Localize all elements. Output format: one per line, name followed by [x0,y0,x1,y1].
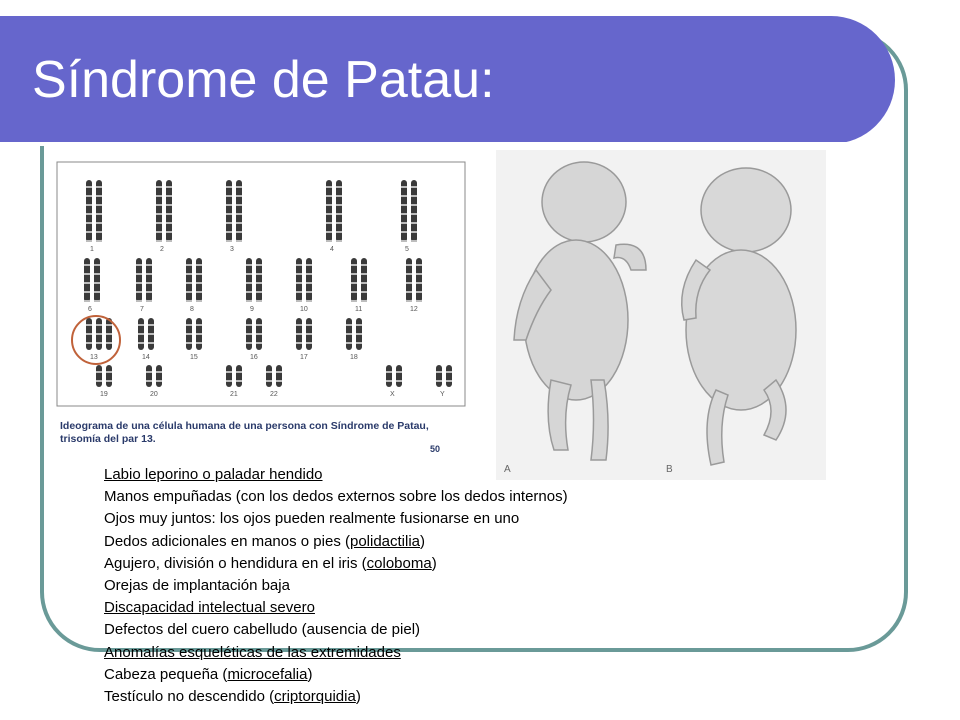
chromosome-band [84,282,90,284]
chromosome-band [146,282,152,284]
chromosome [96,365,102,387]
chromosome-band [146,264,152,266]
infant-illustration [496,150,826,480]
chromosome-band [336,186,342,188]
chromosome-band [246,282,252,284]
chromosome-band [346,333,352,335]
chromosome [266,365,272,387]
chromosome-pair-label: 13 [90,354,98,361]
chromosome-band [226,380,232,382]
chromosome-band [86,186,92,188]
chromosome-band [401,186,407,188]
chromosome-pair-label: 8 [190,306,194,313]
chromosome-band [96,342,102,344]
chromosome-band [146,273,152,275]
chromosome-band [94,264,100,266]
karyotype-caption [60,420,450,446]
chromosome-band [436,380,442,382]
chromosome-band [356,333,362,335]
chromosome-band [166,231,172,233]
chromosome-band [84,300,90,302]
chromosome-pair-label: 9 [250,306,254,313]
feature-item [104,531,568,553]
chromosome-band [326,204,332,206]
chromosome-band [96,371,102,373]
chromosome-pair-label: 11 [355,306,363,313]
title-bar [0,16,895,144]
feature-item [104,619,568,641]
chromosome-pair-label: 18 [350,354,358,361]
feature-item [104,664,568,686]
feature-text: ) [307,665,313,683]
chromosome-band [246,291,252,293]
chromosome-band [156,186,162,188]
caption-line-2: trisomía del par 13. [60,433,156,445]
chromosome-band [361,282,367,284]
chromosome [236,365,242,387]
chromosome-band [226,186,232,188]
chromosome-band [406,300,412,302]
chromosome-band [236,204,242,206]
chromosome-band [361,300,367,302]
chromosome-band [196,342,202,344]
chromosome-band [411,231,417,233]
chromosome-band [416,291,422,293]
chromosome-band [94,282,100,284]
feature-item [104,642,568,664]
feature-text: Manos empuñadas (con los dedos externos sobre los dedos internos) [104,488,568,506]
chromosome-band [96,186,102,188]
feature-text: Ojos muy juntos: los ojos pueden realmente fusionarse en uno [104,510,520,528]
feature-item [104,508,568,530]
chromosome-band [86,195,92,197]
chromosome-band [386,371,392,373]
chromosome-band [401,222,407,224]
feature-text: Defectos del cuero cabelludo (ausencia de piel) [104,621,421,639]
chromosome-band [416,273,422,275]
chromosome-band [401,195,407,197]
chromosome-band [386,380,392,382]
chromosome-band [96,240,102,242]
chromosome-band [246,264,252,266]
chromosome-band [166,195,172,197]
chromosome-band [346,324,352,326]
chromosome-band [236,240,242,242]
feature-item [104,575,568,597]
chromosome-band [326,186,332,188]
chromosome-band [306,333,312,335]
chromosome-band [276,380,282,382]
chromosome-band [446,371,452,373]
chromosome-pair-label: 16 [250,354,258,361]
chromosome-band [256,333,262,335]
feature-text: ) [355,688,361,706]
feature-link[interactable]: Labio leporino o paladar hendido [104,466,323,483]
chromosome-band [186,264,192,266]
chromosome-band [306,264,312,266]
chromosome-band [166,204,172,206]
chromosome-pair-label: 20 [150,391,158,398]
chromosome-pair-label: 5 [405,246,409,253]
feature-text: Orejas de implantación baja [104,577,290,595]
chromosome-band [86,213,92,215]
chromosome-band [296,273,302,275]
chromosome-band [326,222,332,224]
chromosome-band [236,371,242,373]
chromosome-band [146,291,152,293]
chromosome-band [306,282,312,284]
chromosome-band [86,324,92,326]
chromosome-band [406,273,412,275]
chromosome-band [166,186,172,188]
chromosome-band [346,342,352,344]
chromosome-band [86,342,92,344]
chromosome-band [106,333,112,335]
chromosome-band [138,342,144,344]
chromosome-band [266,380,272,382]
feature-link[interactable]: microcefalia [227,665,308,683]
chromosome-band [296,291,302,293]
chromosome [106,365,112,387]
chromosome-band [148,342,154,344]
chromosome-band [146,300,152,302]
chromosome-band [196,282,202,284]
chromosome-band [94,273,100,275]
chromosome-band [156,195,162,197]
chromosome-band [236,186,242,188]
chromosome [226,365,232,387]
chromosome-band [246,333,252,335]
chromosome-band [296,333,302,335]
chromosome-band [86,222,92,224]
chromosome-band [336,222,342,224]
chromosome-band [296,264,302,266]
chromosome-pair-label: 17 [300,354,308,361]
slide-title: Síndrome de Patau: [32,51,495,109]
chromosome-band [236,222,242,224]
chromosome-band [351,282,357,284]
chromosome [156,365,162,387]
chromosome-pair-label: 22 [270,391,278,398]
chromosome-band [226,195,232,197]
chromosome-band [326,231,332,233]
chromosome-band [336,195,342,197]
chromosome-band [236,195,242,197]
chromosome-band [166,240,172,242]
chromosome-band [246,342,252,344]
chromosome-band [306,273,312,275]
chromosome-band [336,213,342,215]
chromosome-band [296,282,302,284]
feature-item [104,686,568,708]
chromosome-band [306,324,312,326]
feature-item [104,597,568,619]
chromosome-band [138,333,144,335]
feature-text: Testículo no descendido ( [104,688,275,706]
chromosome-band [356,324,362,326]
chromosome-band [226,231,232,233]
chromosome-band [196,324,202,326]
chromosome-band [351,300,357,302]
chromosome-band [246,300,252,302]
feature-item [104,553,568,575]
chromosome-band [351,291,357,293]
chromosome-band [196,300,202,302]
chromosome-band [361,291,367,293]
chromosome-band [296,324,302,326]
chromosome-band [401,213,407,215]
chromosome-pair-label: 7 [140,306,144,313]
chromosome-pair-label: 21 [230,391,238,398]
title-underline [0,142,848,146]
chromosome-pair-label: 15 [190,354,198,361]
feature-text: Dedos adicionales en manos o pies ( [104,532,350,550]
chromosome-band [336,240,342,242]
chromosome-band [96,380,102,382]
chromosome-band [156,213,162,215]
chromosome-band [148,324,154,326]
chromosome-band [156,231,162,233]
chromosome-band [196,333,202,335]
feature-text: ) [431,554,437,572]
chromosome-band [396,380,402,382]
chromosome-band [256,300,262,302]
chromosome-pair-label: 6 [88,306,92,313]
chromosome-pair-label: 2 [160,246,164,253]
chromosome-band [136,300,142,302]
chromosome-band [276,371,282,373]
chromosome-pair-label: X [390,391,395,398]
feature-link[interactable]: criptorquidia [274,688,356,706]
chromosome-band [406,264,412,266]
chromosome-pair-label: 4 [330,246,334,253]
chromosome-band [96,333,102,335]
chromosome-band [306,291,312,293]
feature-list [104,464,568,708]
feature-text: Cabeza pequeña ( [104,665,228,683]
chromosome-band [96,195,102,197]
feature-link[interactable]: Discapacidad intelectual severo [104,599,315,617]
chromosome-band [351,264,357,266]
chromosome-band [411,186,417,188]
chromosome-band [406,282,412,284]
chromosome-band [256,291,262,293]
chromosome-band [246,324,252,326]
chromosome-pair-label: 12 [410,306,418,313]
chromosome-band [186,300,192,302]
chromosome-band [411,213,417,215]
chromosome-band [336,231,342,233]
chromosome-band [411,195,417,197]
chromosome-band [416,300,422,302]
photo-label-a: A [504,464,511,475]
chromosome-band [166,213,172,215]
chromosome-band [156,380,162,382]
chromosome-band [146,371,152,373]
chromosome-band [196,264,202,266]
chromosome-band [401,204,407,206]
chromosome-band [196,273,202,275]
chromosome-band [256,342,262,344]
chromosome-band [401,240,407,242]
chromosome-band [326,195,332,197]
chromosome-band [226,204,232,206]
feature-text: ) [420,532,426,550]
chromosome-band [186,273,192,275]
chromosome-band [351,273,357,275]
chromosome-band [436,371,442,373]
chromosome-band [106,342,112,344]
chromosome-band [186,324,192,326]
chromosome-band [136,264,142,266]
chromosome-band [336,204,342,206]
chromosome-band [86,333,92,335]
chromosome-band [96,231,102,233]
chromosome-band [246,273,252,275]
chromosome-band [266,371,272,373]
chromosome-band [226,240,232,242]
chromosome-band [186,291,192,293]
chromosome-band [296,342,302,344]
chromosome-band [236,231,242,233]
chromosome-band [256,264,262,266]
chromosome [276,365,282,387]
feature-link[interactable]: coloboma [366,554,432,572]
chromosome [396,365,402,387]
chromosome-band [326,240,332,242]
chromosome [446,365,452,387]
chromosome-band [138,324,144,326]
karyotype-figure [56,160,468,410]
chromosome-band [196,291,202,293]
chromosome-band [411,222,417,224]
chromosome-band [86,240,92,242]
chromosome-band [136,273,142,275]
chromosome-band [401,231,407,233]
chromosome-band [236,380,242,382]
chromosome-band [148,333,154,335]
chromosome-band [356,342,362,344]
chromosome-band [411,240,417,242]
chromosome-band [96,204,102,206]
chromosome-band [416,282,422,284]
chromosome-band [156,371,162,373]
chromosome-band [446,380,452,382]
chromosome-band [156,204,162,206]
chromosome-band [106,371,112,373]
chromosome-band [296,300,302,302]
chromosome-band [256,273,262,275]
chromosome-band [186,333,192,335]
photo-label-b: B [666,464,673,475]
chromosome-band [96,324,102,326]
chromosome [386,365,392,387]
chromosome-band [86,204,92,206]
chromosome-band [84,264,90,266]
chromosome-band [396,371,402,373]
chromosome-band [136,291,142,293]
chromosome-band [361,273,367,275]
chromosome-band [226,222,232,224]
chromosome-band [256,324,262,326]
chromosome-band [186,342,192,344]
chromosome-pair-label: 1 [90,246,94,253]
feature-item [104,464,568,486]
chromosome-band [361,264,367,266]
chromosome-band [166,222,172,224]
feature-text: Agujero, división o hendidura en el iris ( [104,554,367,572]
chromosome-pair-label: 19 [100,391,108,398]
chromosome-band [94,300,100,302]
chromosome-pair-label: 3 [230,246,234,253]
chromosome-band [306,300,312,302]
chromosome-band [236,213,242,215]
chromosome-band [96,213,102,215]
chromosome-band [226,213,232,215]
chromosome-pair-label: 14 [142,354,150,361]
chromosome-band [306,342,312,344]
chromosome-band [94,291,100,293]
chromosome-band [326,213,332,215]
chromosome [146,365,152,387]
chromosome-band [226,371,232,373]
feature-link[interactable]: polidactilia [349,532,421,550]
chromosome-band [136,282,142,284]
chromosome-pair-label: 10 [300,306,308,313]
chromosome-band [84,273,90,275]
chromosome-band [416,264,422,266]
chromosome-band [106,380,112,382]
feature-item [104,486,568,508]
chromosome-band [411,204,417,206]
chromosome-band [156,240,162,242]
chromosome-band [156,222,162,224]
chromosome [436,365,442,387]
feature-link[interactable]: Anomalías esqueléticas de las extremidades [104,643,401,661]
chromosome-band [146,380,152,382]
patient-photo [496,150,826,480]
chromosome-band [96,222,102,224]
karyotype-page-number: 50 [430,444,441,454]
caption-line-1: Ideograma de una célula humana de una persona con Síndrome de Patau, [60,420,429,432]
chromosome-band [106,324,112,326]
chromosome-band [86,231,92,233]
chromosome-band [186,282,192,284]
chromosome-band [84,291,90,293]
chromosome-pair-label: Y [440,391,445,398]
chromosome-band [406,291,412,293]
karyotype-image [56,160,468,460]
chromosome-band [256,282,262,284]
